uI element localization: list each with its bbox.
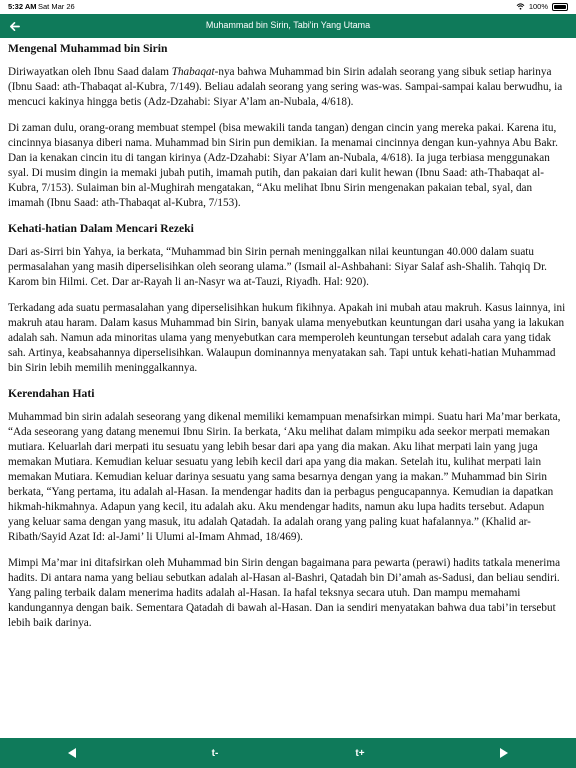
font-larger-button[interactable]: t+ xyxy=(355,747,365,759)
italic-title: Thabaqat xyxy=(171,66,215,78)
arrow-left-icon xyxy=(65,746,79,760)
bottom-toolbar xyxy=(0,738,576,768)
section-heading: Mengenal Muhammad bin Sirin xyxy=(8,42,168,55)
article-content xyxy=(8,42,568,734)
paragraph-text: -nya bahwa Muhammad bin Sirin adalah seorang yang sibuk setiap harinya (Ibnu Saad: ath-Thabaqat al-Kubra, 7/149). Beliau adalah seorang yang sering was-was. Sampai-sampai kalau berwudhu, ia mencuci kakinya hingga betis (Adz-Dzahabi: Siyar A’lam an-Nubala, 4/618). xyxy=(8,66,563,108)
previous-button[interactable] xyxy=(64,745,80,761)
paragraph xyxy=(8,301,568,376)
paragraph xyxy=(8,121,568,211)
section-heading: Kehati-hatian Dalam Mencari Rezeki xyxy=(8,222,194,235)
status-right xyxy=(516,2,568,11)
battery-percent: 100% xyxy=(528,2,548,11)
status-bar xyxy=(0,0,576,14)
paragraph-text: Di zaman dulu, orang-orang membuat stempel (bisa mewakili tanda tangan) dengan cincin yang mereka pakai. Karena itu, cincinnya biasanya diberi nama. Muhammad bin Sirin pun demikian. Ia menamai cincinnya dengan kun-yahnya Abu Bakr. Dan ia kenakan cincin itu di tangan kirinya (Adz-Dzahabi: Siyar A’lam an-Nubala, 4/618). Ia juga terbiasa menggunakan syal. Di musim dingin ia memaki jubah putih, imamah putih, dan pakaian dari kulit hewan (Ibnu Saad: ath-Thabaqat al-Kubra, 7/153). Sulaiman bin al-Mughirah mengatakan, “Aku melihat Ibnu Sirin mengenakan pakaian tebal, syal, dan imamah (Ibnu Saad: ath-Thabaqat al-Kubra, 7/153). xyxy=(8,122,558,209)
paragraph-text: Diriwayatkan oleh Ibnu Saad dalam xyxy=(8,66,172,78)
status-date: Sat Mar 26 xyxy=(38,2,75,11)
app-header xyxy=(0,14,576,38)
paragraph-text: Terkadang ada suatu permasalahan yang diperselisihkan hukum fikihnya. Apakah ini mubah atau makruh. Kasus lainnya, ini makruh atau haram. Dalam kasus Muhammad bin Sirin, banyak ulama menyebutkan keuntungan dari usaha yang ia lakukan adalah sah. Namun ada minoritas ulama yang menyebutkan cara memperoleh keuntungan tersebut adalah cara yang tidak sah. Artinya, keabsahannya diperselisihkan. Walaupun dominannya menyatakan sah. Tapi untuk kehati-hatian Muhammad bin Sirin lebih memilih meninggalkannya. xyxy=(8,302,566,374)
paragraph xyxy=(8,245,568,290)
section-heading: Kerendahan Hati xyxy=(8,387,95,400)
next-button[interactable] xyxy=(496,745,512,761)
paragraph-text: Muhammad bin sirin adalah seseorang yang dikenal memiliki kemampuan menafsirkan mimpi. Suatu hari Ma’mar berkata, “Ada seseorang yang datang menemui Ibnu Sirin. Ia berkata, ‘Aku melihat dalam mimpiku ada seekor merpati memakan mutiara. Keluarlah dari merpati itu sesuatu yang lebih besar dari apa yang dia makan. Aku lihat merpati lain yang juga memakan Mutiara. Kemudian keluar sesuatu yang lebih kecil dari apa yang dia makan. Setelah itu, kulihat merpati lain memakan Mutiara. Kemudian keluar darinya sesuatu yang sama besarnya dengan yang ia makan.” Muhammad bin Sirin berkata, “Yang pertama, itu adalah al-Hasan. Ia mendengar hadits dan ia perbagus pengucapannya. Kemudian ia dapatkan hikmah-hikmahnya. Adapun yang kecil, itu adalah aku. Aku mendengar hadits, namun aku lupa hadits tersebut. Adapun yang keluar sama dengan yang masuk, itu adalah Qatadah. Ia adalah orang yang paling kuat hafalannya.” (Khalid ar-Ribath/Sayid Azat Id: al-Jami’ li Ulumi al-Imam Ahmad, 18/469). xyxy=(8,411,561,543)
paragraph xyxy=(8,556,568,631)
arrow-right-icon xyxy=(497,746,511,760)
paragraph-text: Mimpi Ma’mar ini ditafsirkan oleh Muhammad bin Sirin dengan bagaimana para pewarta (perawi) hadits tatkala menerima hadits. Di antara nama yang beliau sebutkan adalah al-Hasan al-Bashri, Qatadah bin Di’amah as-Sadusi, dan beliau sendiri. Yang paling terbaik dalam menerima hadits adalah al-Hasan. Ia hafal teksnya secara utuh. Dan mampu memahami kandungannya dengan baik. Sementara Qatadah di bawah al-Hasan. Dan ia sendiri menyatakan bahwa dua tabi’in tersebut lebih baik darinya. xyxy=(8,557,561,629)
paragraph xyxy=(8,410,568,545)
battery-icon xyxy=(552,3,568,11)
font-smaller-button[interactable]: t- xyxy=(211,747,219,759)
paragraph-text: Dari as-Sirri bin Yahya, ia berkata, “Muhammad bin Sirin pernah meninggalkan nilai keuntungan 40.000 dalam suatu permasalahan yang masih diperselisihkan oleh seorang ulama.” (Ismail al-Ashbahani: Siyar Salaf ash-Shalih. Tahqiq Dr. Karom bin Hilmi. Cet. Dar ar-Rayah li an-Nasyr wa at-Tauzi, Riyadh. Hal: 920). xyxy=(8,246,547,288)
wifi-icon xyxy=(516,3,525,10)
status-time: 5:32 AM xyxy=(8,2,37,11)
page-title: Muhammad bin Sirin, Tabi'in Yang Utama xyxy=(205,20,371,30)
paragraph xyxy=(8,65,568,110)
